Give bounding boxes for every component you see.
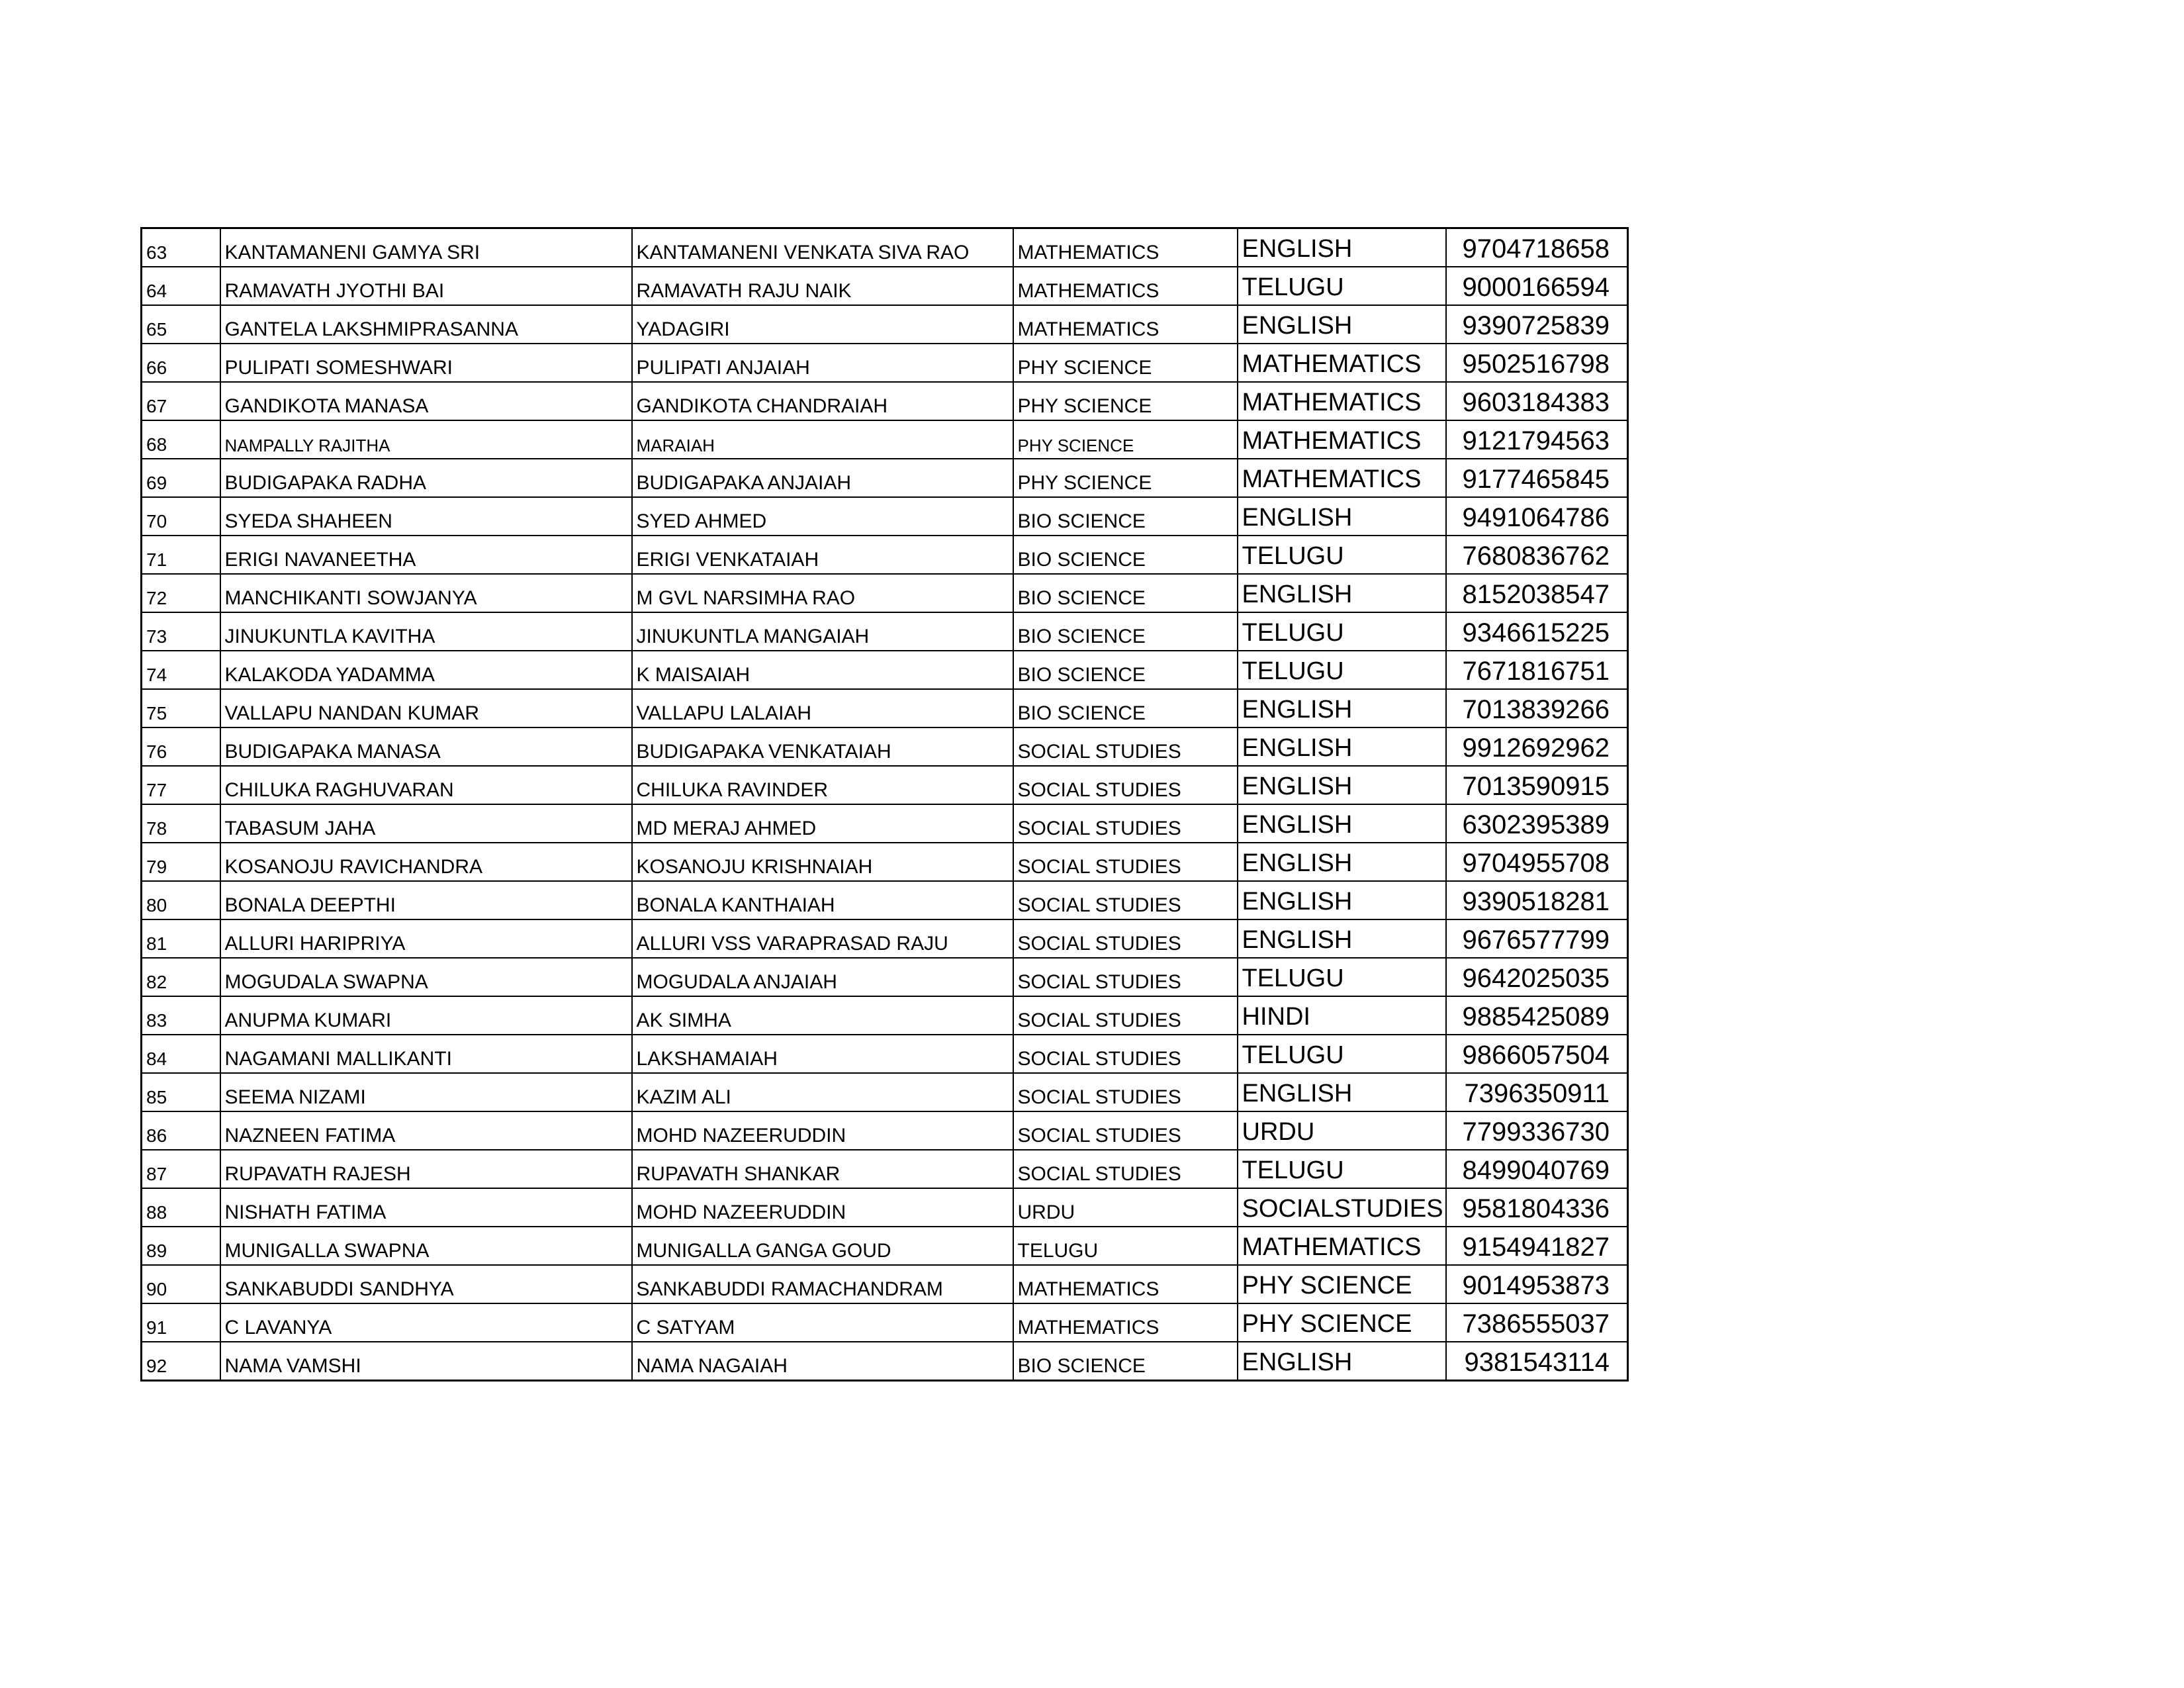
- phone-number-cell: 9642025035: [1446, 958, 1628, 996]
- subject-one-cell: SOCIAL STUDIES: [1013, 1035, 1238, 1073]
- table-row: [142, 305, 1628, 344]
- father-name-cell: SANKABUDDI RAMACHANDRAM: [632, 1265, 1013, 1303]
- phone-number-cell: 7671816751: [1446, 651, 1628, 689]
- subject-one-cell: BIO SCIENCE: [1013, 689, 1238, 727]
- subject-two-cell: TELUGU: [1238, 1150, 1446, 1188]
- subject-one-cell: BIO SCIENCE: [1013, 1342, 1238, 1381]
- serial-number-cell: 80: [142, 881, 220, 919]
- candidate-name-cell: NAMA VAMSHI: [220, 1342, 632, 1381]
- candidate-name-cell: KANTAMANENI GAMYA SRI: [220, 228, 632, 267]
- father-name-cell: RAMAVATH RAJU NAIK: [632, 267, 1013, 305]
- phone-number-cell: 9676577799: [1446, 919, 1628, 958]
- subject-two-cell: TELUGU: [1238, 651, 1446, 689]
- table-row: [142, 1227, 1628, 1265]
- table-row: [142, 612, 1628, 651]
- phone-number-cell: 9885425089: [1446, 996, 1628, 1035]
- serial-number-cell: 64: [142, 267, 220, 305]
- serial-number-cell: 92: [142, 1342, 220, 1381]
- candidate-name-cell: MOGUDALA SWAPNA: [220, 958, 632, 996]
- candidate-name-cell: SEEMA NIZAMI: [220, 1073, 632, 1111]
- serial-number-cell: 79: [142, 843, 220, 881]
- subject-one-cell: SOCIAL STUDIES: [1013, 727, 1238, 766]
- serial-number-cell: 81: [142, 919, 220, 958]
- subject-one-cell: BIO SCIENCE: [1013, 536, 1238, 574]
- candidate-name-cell: SANKABUDDI SANDHYA: [220, 1265, 632, 1303]
- phone-number-cell: 9390725839: [1446, 305, 1628, 344]
- subject-two-cell: TELUGU: [1238, 536, 1446, 574]
- father-name-cell: LAKSHAMAIAH: [632, 1035, 1013, 1073]
- serial-number-cell: 91: [142, 1303, 220, 1342]
- serial-number-cell: 76: [142, 727, 220, 766]
- phone-number-cell: 7799336730: [1446, 1111, 1628, 1150]
- serial-number-cell: 82: [142, 958, 220, 996]
- father-name-cell: VALLAPU LALAIAH: [632, 689, 1013, 727]
- father-name-cell: CHILUKA RAVINDER: [632, 766, 1013, 804]
- subject-one-cell: MATHEMATICS: [1013, 305, 1238, 344]
- phone-number-cell: 9000166594: [1446, 267, 1628, 305]
- serial-number-cell: 85: [142, 1073, 220, 1111]
- serial-number-cell: 86: [142, 1111, 220, 1150]
- father-name-cell: KOSANOJU KRISHNAIAH: [632, 843, 1013, 881]
- subject-two-cell: TELUGU: [1238, 958, 1446, 996]
- phone-number-cell: 7680836762: [1446, 536, 1628, 574]
- subject-two-cell: MATHEMATICS: [1238, 344, 1446, 382]
- table-row: [142, 1150, 1628, 1188]
- father-name-cell: SYED AHMED: [632, 497, 1013, 536]
- phone-number-cell: 9912692962: [1446, 727, 1628, 766]
- father-name-cell: GANDIKOTA CHANDRAIAH: [632, 382, 1013, 420]
- father-name-cell: RUPAVATH SHANKAR: [632, 1150, 1013, 1188]
- candidate-name-cell: SYEDA SHAHEEN: [220, 497, 632, 536]
- table-row: [142, 1265, 1628, 1303]
- candidate-name-cell: KOSANOJU RAVICHANDRA: [220, 843, 632, 881]
- phone-number-cell: 7396350911: [1446, 1073, 1628, 1111]
- table-body: [142, 228, 1628, 1381]
- subject-two-cell: TELUGU: [1238, 267, 1446, 305]
- serial-number-cell: 88: [142, 1188, 220, 1227]
- father-name-cell: MARAIAH: [632, 420, 1013, 459]
- candidate-name-cell: BONALA DEEPTHI: [220, 881, 632, 919]
- phone-number-cell: 9014953873: [1446, 1265, 1628, 1303]
- candidate-name-cell: RAMAVATH JYOTHI BAI: [220, 267, 632, 305]
- table-row: [142, 1073, 1628, 1111]
- table-row: [142, 1342, 1628, 1381]
- father-name-cell: MD MERAJ AHMED: [632, 804, 1013, 843]
- serial-number-cell: 67: [142, 382, 220, 420]
- subject-one-cell: BIO SCIENCE: [1013, 497, 1238, 536]
- candidate-table: [140, 227, 1629, 1382]
- table-row: [142, 1035, 1628, 1073]
- father-name-cell: MOGUDALA ANJAIAH: [632, 958, 1013, 996]
- candidate-name-cell: JINUKUNTLA KAVITHA: [220, 612, 632, 651]
- candidate-name-cell: BUDIGAPAKA RADHA: [220, 459, 632, 497]
- father-name-cell: KANTAMANENI VENKATA SIVA RAO: [632, 228, 1013, 267]
- table-row: [142, 881, 1628, 919]
- table-row: [142, 727, 1628, 766]
- subject-two-cell: ENGLISH: [1238, 1073, 1446, 1111]
- subject-two-cell: ENGLISH: [1238, 497, 1446, 536]
- candidate-name-cell: NAZNEEN FATIMA: [220, 1111, 632, 1150]
- subject-two-cell: ENGLISH: [1238, 689, 1446, 727]
- father-name-cell: ERIGI VENKATAIAH: [632, 536, 1013, 574]
- phone-number-cell: 9346615225: [1446, 612, 1628, 651]
- father-name-cell: KAZIM ALI: [632, 1073, 1013, 1111]
- table-row: [142, 1303, 1628, 1342]
- subject-two-cell: ENGLISH: [1238, 228, 1446, 267]
- subject-one-cell: MATHEMATICS: [1013, 228, 1238, 267]
- subject-one-cell: SOCIAL STUDIES: [1013, 881, 1238, 919]
- table-row: [142, 689, 1628, 727]
- phone-number-cell: 8499040769: [1446, 1150, 1628, 1188]
- table-row: [142, 420, 1628, 459]
- subject-two-cell: MATHEMATICS: [1238, 420, 1446, 459]
- phone-number-cell: 9390518281: [1446, 881, 1628, 919]
- serial-number-cell: 66: [142, 344, 220, 382]
- candidate-name-cell: ERIGI NAVANEETHA: [220, 536, 632, 574]
- phone-number-cell: 9603184383: [1446, 382, 1628, 420]
- table-row: [142, 958, 1628, 996]
- serial-number-cell: 84: [142, 1035, 220, 1073]
- subject-two-cell: PHY SCIENCE: [1238, 1303, 1446, 1342]
- subject-one-cell: SOCIAL STUDIES: [1013, 996, 1238, 1035]
- father-name-cell: MUNIGALLA GANGA GOUD: [632, 1227, 1013, 1265]
- candidate-name-cell: RUPAVATH RAJESH: [220, 1150, 632, 1188]
- phone-number-cell: 9704955708: [1446, 843, 1628, 881]
- subject-one-cell: PHY SCIENCE: [1013, 459, 1238, 497]
- serial-number-cell: 90: [142, 1265, 220, 1303]
- serial-number-cell: 68: [142, 420, 220, 459]
- phone-number-cell: 9502516798: [1446, 344, 1628, 382]
- table-row: [142, 574, 1628, 612]
- candidate-name-cell: MANCHIKANTI SOWJANYA: [220, 574, 632, 612]
- serial-number-cell: 72: [142, 574, 220, 612]
- subject-two-cell: TELUGU: [1238, 1035, 1446, 1073]
- subject-two-cell: ENGLISH: [1238, 305, 1446, 344]
- subject-two-cell: MATHEMATICS: [1238, 459, 1446, 497]
- table-row: [142, 996, 1628, 1035]
- subject-one-cell: SOCIAL STUDIES: [1013, 958, 1238, 996]
- subject-one-cell: PHY SCIENCE: [1013, 382, 1238, 420]
- subject-two-cell: ENGLISH: [1238, 766, 1446, 804]
- subject-two-cell: MATHEMATICS: [1238, 382, 1446, 420]
- father-name-cell: C SATYAM: [632, 1303, 1013, 1342]
- serial-number-cell: 75: [142, 689, 220, 727]
- subject-one-cell: BIO SCIENCE: [1013, 574, 1238, 612]
- subject-two-cell: HINDI: [1238, 996, 1446, 1035]
- father-name-cell: BUDIGAPAKA VENKATAIAH: [632, 727, 1013, 766]
- table-row: [142, 919, 1628, 958]
- table-row: [142, 497, 1628, 536]
- serial-number-cell: 77: [142, 766, 220, 804]
- phone-number-cell: 8152038547: [1446, 574, 1628, 612]
- phone-number-cell: 7386555037: [1446, 1303, 1628, 1342]
- table-row: [142, 382, 1628, 420]
- phone-number-cell: 7013590915: [1446, 766, 1628, 804]
- table-row: [142, 267, 1628, 305]
- subject-two-cell: SOCIALSTUDIES: [1238, 1188, 1446, 1227]
- serial-number-cell: 89: [142, 1227, 220, 1265]
- candidate-name-cell: GANTELA LAKSHMIPRASANNA: [220, 305, 632, 344]
- subject-one-cell: SOCIAL STUDIES: [1013, 1111, 1238, 1150]
- phone-number-cell: 9866057504: [1446, 1035, 1628, 1073]
- candidate-name-cell: TABASUM JAHA: [220, 804, 632, 843]
- subject-one-cell: TELUGU: [1013, 1227, 1238, 1265]
- table-row: [142, 536, 1628, 574]
- phone-number-cell: 9154941827: [1446, 1227, 1628, 1265]
- subject-two-cell: PHY SCIENCE: [1238, 1265, 1446, 1303]
- subject-one-cell: MATHEMATICS: [1013, 1303, 1238, 1342]
- table-row: [142, 1188, 1628, 1227]
- table-row: [142, 459, 1628, 497]
- subject-one-cell: SOCIAL STUDIES: [1013, 1073, 1238, 1111]
- father-name-cell: PULIPATI ANJAIAH: [632, 344, 1013, 382]
- father-name-cell: NAMA NAGAIAH: [632, 1342, 1013, 1381]
- candidate-name-cell: ALLURI HARIPRIYA: [220, 919, 632, 958]
- subject-two-cell: MATHEMATICS: [1238, 1227, 1446, 1265]
- subject-one-cell: BIO SCIENCE: [1013, 651, 1238, 689]
- father-name-cell: YADAGIRI: [632, 305, 1013, 344]
- phone-number-cell: 9121794563: [1446, 420, 1628, 459]
- subject-one-cell: PHY SCIENCE: [1013, 420, 1238, 459]
- subject-two-cell: ENGLISH: [1238, 881, 1446, 919]
- serial-number-cell: 87: [142, 1150, 220, 1188]
- father-name-cell: MOHD NAZEERUDDIN: [632, 1111, 1013, 1150]
- subject-one-cell: SOCIAL STUDIES: [1013, 843, 1238, 881]
- father-name-cell: K MAISAIAH: [632, 651, 1013, 689]
- subject-one-cell: MATHEMATICS: [1013, 267, 1238, 305]
- subject-two-cell: ENGLISH: [1238, 727, 1446, 766]
- subject-two-cell: ENGLISH: [1238, 574, 1446, 612]
- serial-number-cell: 65: [142, 305, 220, 344]
- phone-number-cell: 6302395389: [1446, 804, 1628, 843]
- father-name-cell: MOHD NAZEERUDDIN: [632, 1188, 1013, 1227]
- subject-two-cell: URDU: [1238, 1111, 1446, 1150]
- candidate-name-cell: BUDIGAPAKA MANASA: [220, 727, 632, 766]
- subject-two-cell: ENGLISH: [1238, 1342, 1446, 1381]
- serial-number-cell: 63: [142, 228, 220, 267]
- table-row: [142, 804, 1628, 843]
- table-row: [142, 766, 1628, 804]
- serial-number-cell: 83: [142, 996, 220, 1035]
- serial-number-cell: 73: [142, 612, 220, 651]
- subject-two-cell: ENGLISH: [1238, 843, 1446, 881]
- candidate-name-cell: C LAVANYA: [220, 1303, 632, 1342]
- candidate-name-cell: CHILUKA RAGHUVARAN: [220, 766, 632, 804]
- subject-two-cell: TELUGU: [1238, 612, 1446, 651]
- father-name-cell: AK SIMHA: [632, 996, 1013, 1035]
- subject-one-cell: PHY SCIENCE: [1013, 344, 1238, 382]
- father-name-cell: BONALA KANTHAIAH: [632, 881, 1013, 919]
- candidate-name-cell: VALLAPU NANDAN KUMAR: [220, 689, 632, 727]
- father-name-cell: M GVL NARSIMHA RAO: [632, 574, 1013, 612]
- subject-one-cell: SOCIAL STUDIES: [1013, 804, 1238, 843]
- subject-one-cell: SOCIAL STUDIES: [1013, 1150, 1238, 1188]
- subject-one-cell: URDU: [1013, 1188, 1238, 1227]
- phone-number-cell: 9381543114: [1446, 1342, 1628, 1381]
- candidate-name-cell: KALAKODA YADAMMA: [220, 651, 632, 689]
- phone-number-cell: 9491064786: [1446, 497, 1628, 536]
- serial-number-cell: 71: [142, 536, 220, 574]
- serial-number-cell: 70: [142, 497, 220, 536]
- subject-two-cell: ENGLISH: [1238, 804, 1446, 843]
- subject-one-cell: BIO SCIENCE: [1013, 612, 1238, 651]
- subject-one-cell: SOCIAL STUDIES: [1013, 766, 1238, 804]
- phone-number-cell: 9581804336: [1446, 1188, 1628, 1227]
- candidate-name-cell: NAMPALLY RAJITHA: [220, 420, 632, 459]
- phone-number-cell: 9704718658: [1446, 228, 1628, 267]
- subject-one-cell: MATHEMATICS: [1013, 1265, 1238, 1303]
- subject-one-cell: SOCIAL STUDIES: [1013, 919, 1238, 958]
- serial-number-cell: 69: [142, 459, 220, 497]
- candidate-name-cell: MUNIGALLA SWAPNA: [220, 1227, 632, 1265]
- candidate-name-cell: GANDIKOTA MANASA: [220, 382, 632, 420]
- table-row: [142, 1111, 1628, 1150]
- table-row: [142, 228, 1628, 267]
- table-row: [142, 651, 1628, 689]
- father-name-cell: BUDIGAPAKA ANJAIAH: [632, 459, 1013, 497]
- table-row: [142, 344, 1628, 382]
- father-name-cell: ALLURI VSS VARAPRASAD RAJU: [632, 919, 1013, 958]
- phone-number-cell: 9177465845: [1446, 459, 1628, 497]
- candidate-name-cell: ANUPMA KUMARI: [220, 996, 632, 1035]
- subject-two-cell: ENGLISH: [1238, 919, 1446, 958]
- candidate-name-cell: NISHATH FATIMA: [220, 1188, 632, 1227]
- table-row: [142, 843, 1628, 881]
- father-name-cell: JINUKUNTLA MANGAIAH: [632, 612, 1013, 651]
- candidate-name-cell: NAGAMANI MALLIKANTI: [220, 1035, 632, 1073]
- candidate-name-cell: PULIPATI SOMESHWARI: [220, 344, 632, 382]
- serial-number-cell: 78: [142, 804, 220, 843]
- serial-number-cell: 74: [142, 651, 220, 689]
- phone-number-cell: 7013839266: [1446, 689, 1628, 727]
